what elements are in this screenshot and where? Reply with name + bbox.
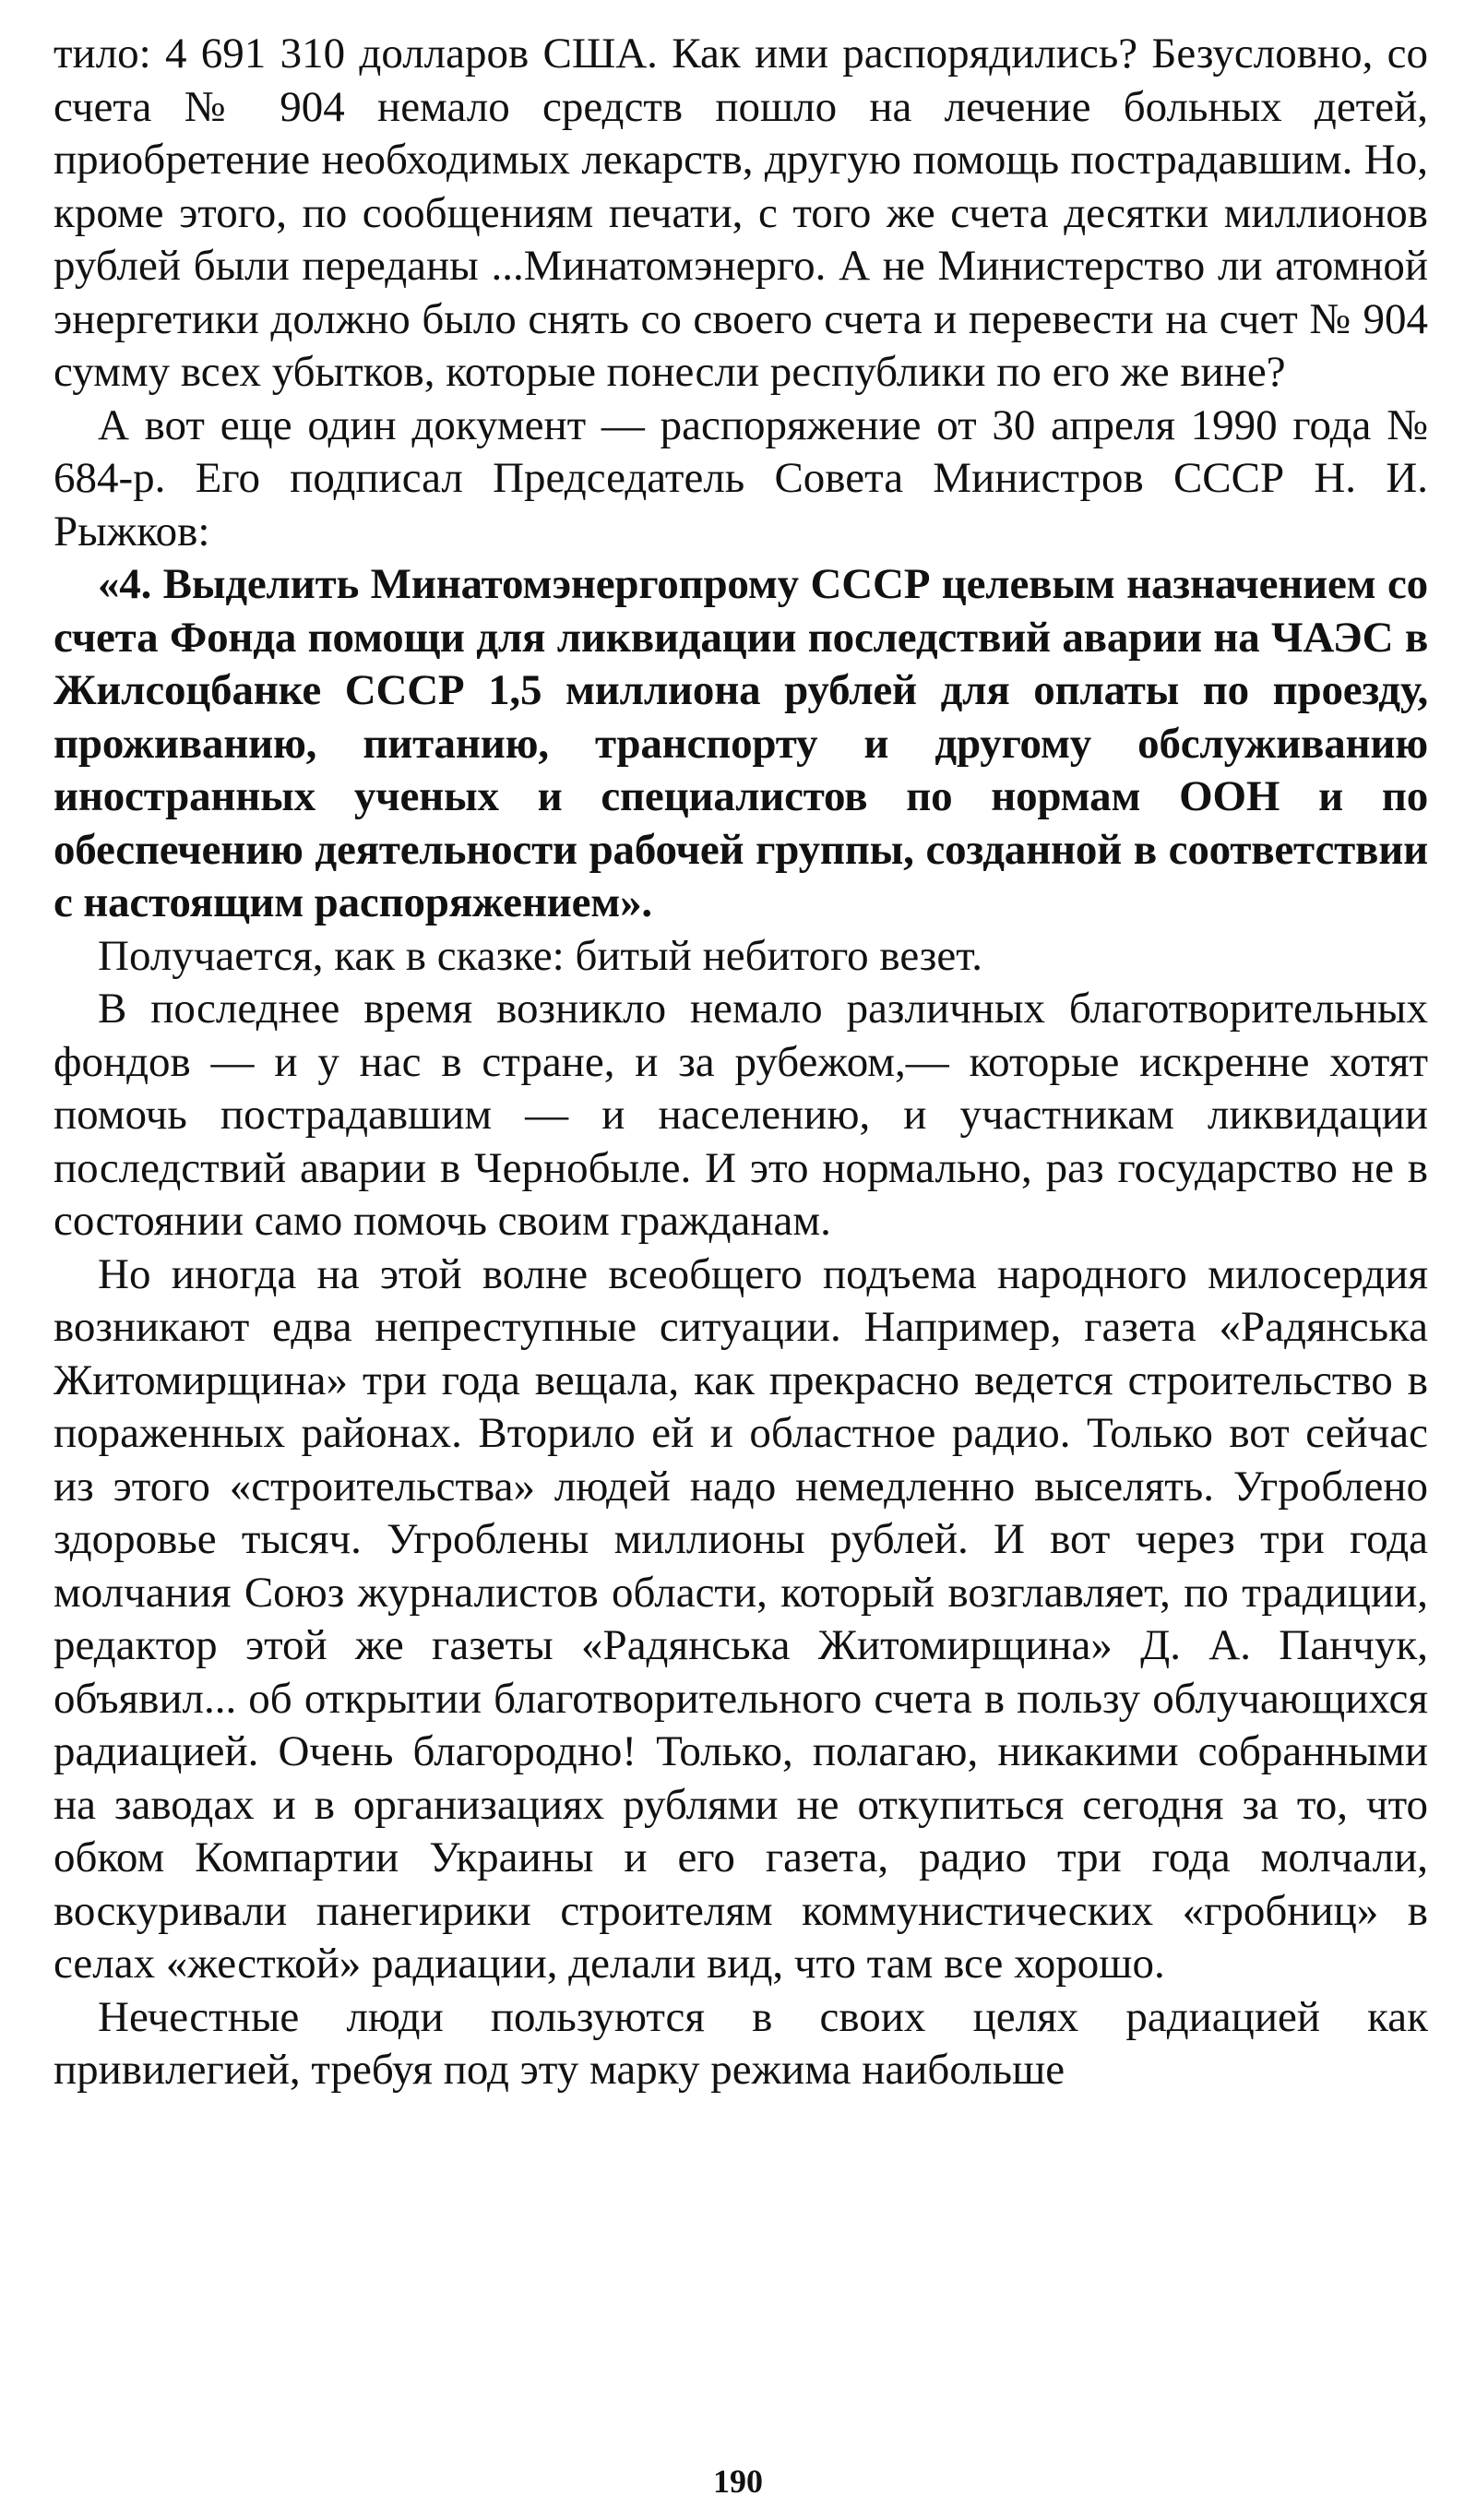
paragraph-charity-funds: В последнее время возникло немало различных благотворительных фондов — и у нас в стране, и за рубежом,— которые искренне хотят помочь пострадавшим — и населению, и участникам ликвидации последствий аварии в Чернобыле. И это нормально, раз государство не в состоянии само помочь своим гражданам. xyxy=(54,985,1428,1245)
paragraph-fairy-tale: Получается, как в сказке: битый небитого везет. xyxy=(98,931,982,980)
page-text xyxy=(54,28,1428,2445)
paragraph-quote-bold: «4. Выделить Минатомэнергопрому СССР целевым назначением со счета Фонда помощи для ликвидации последствий аварии на ЧАЭС в Жилсоцбанке СССР 1,5 миллиона рублей для оплаты по проезду, проживанию, питанию, транспорту и другому обслуживанию иностранных ученых и специалистов по нормам ООН и по обеспечению деятельности рабочей группы, созданной в соответствии с настоящим распоряжением». xyxy=(54,560,1428,926)
paragraph-continuation: тило: 4 691 310 долларов США. Как ими распорядились? Безусловно, со счета № 904 немало средств пошло на лечение больных детей, приобретение необходимых лекарств, другую помощь пострадавшим. Но, кроме этого, по сообщениям печати, с того же счета десятки миллионов рублей были переданы ...Минатомэнерго. А не Министерство ли атомной энергетики должно было снять со своего счета и перевести на счет № 904 сумму всех убытков, которые понесли республики по его же вине? xyxy=(54,30,1428,396)
paragraph-zhytomyr: Но иногда на этой волне всеобщего подъема народного милосердия возникают едва непреступные ситуации. Например, газета «Радянська Житомирщина» три года вещала, как прекрасно ведется строительство в пораженных районах. Вторило ей и областное радио. Только вот сейчас из этого «строительства» людей надо немедленно выселять. Угроблено здоровье тысяч. Угроблены миллионы рублей. И вот через три года молчания Союз журналистов области, который возглавляет, по традиции, редактор этой же газеты «Радянська Житомирщина» Д. А. Панчук, объявил... об открытии благотворительного счета в пользу облучающихся радиацией. Очень благородно! Только, полагаю, никакими собранными на заводах и в организациях рублями не откупиться сегодня за то, что обком Компартии Украины и его газета, радио три года молчали, воскуривали панегирики строителям коммунистических «гробниц» в селах «жесткой» радиации, делали вид, что там все хорошо. xyxy=(54,1249,1428,1988)
page-number: 190 xyxy=(713,2463,763,2500)
paragraph-dishonest-people: Нечестные люди пользуются в своих целях радиацией как привилегией, требуя под эту марку режима наибольше xyxy=(54,1992,1428,2094)
paragraph-document-intro: А вот еще один документ — распоряжение от 30 апреля 1990 года № 684-р. Его подписал Председатель Совета Министров СССР Н. И. Рыжков: xyxy=(54,400,1428,555)
